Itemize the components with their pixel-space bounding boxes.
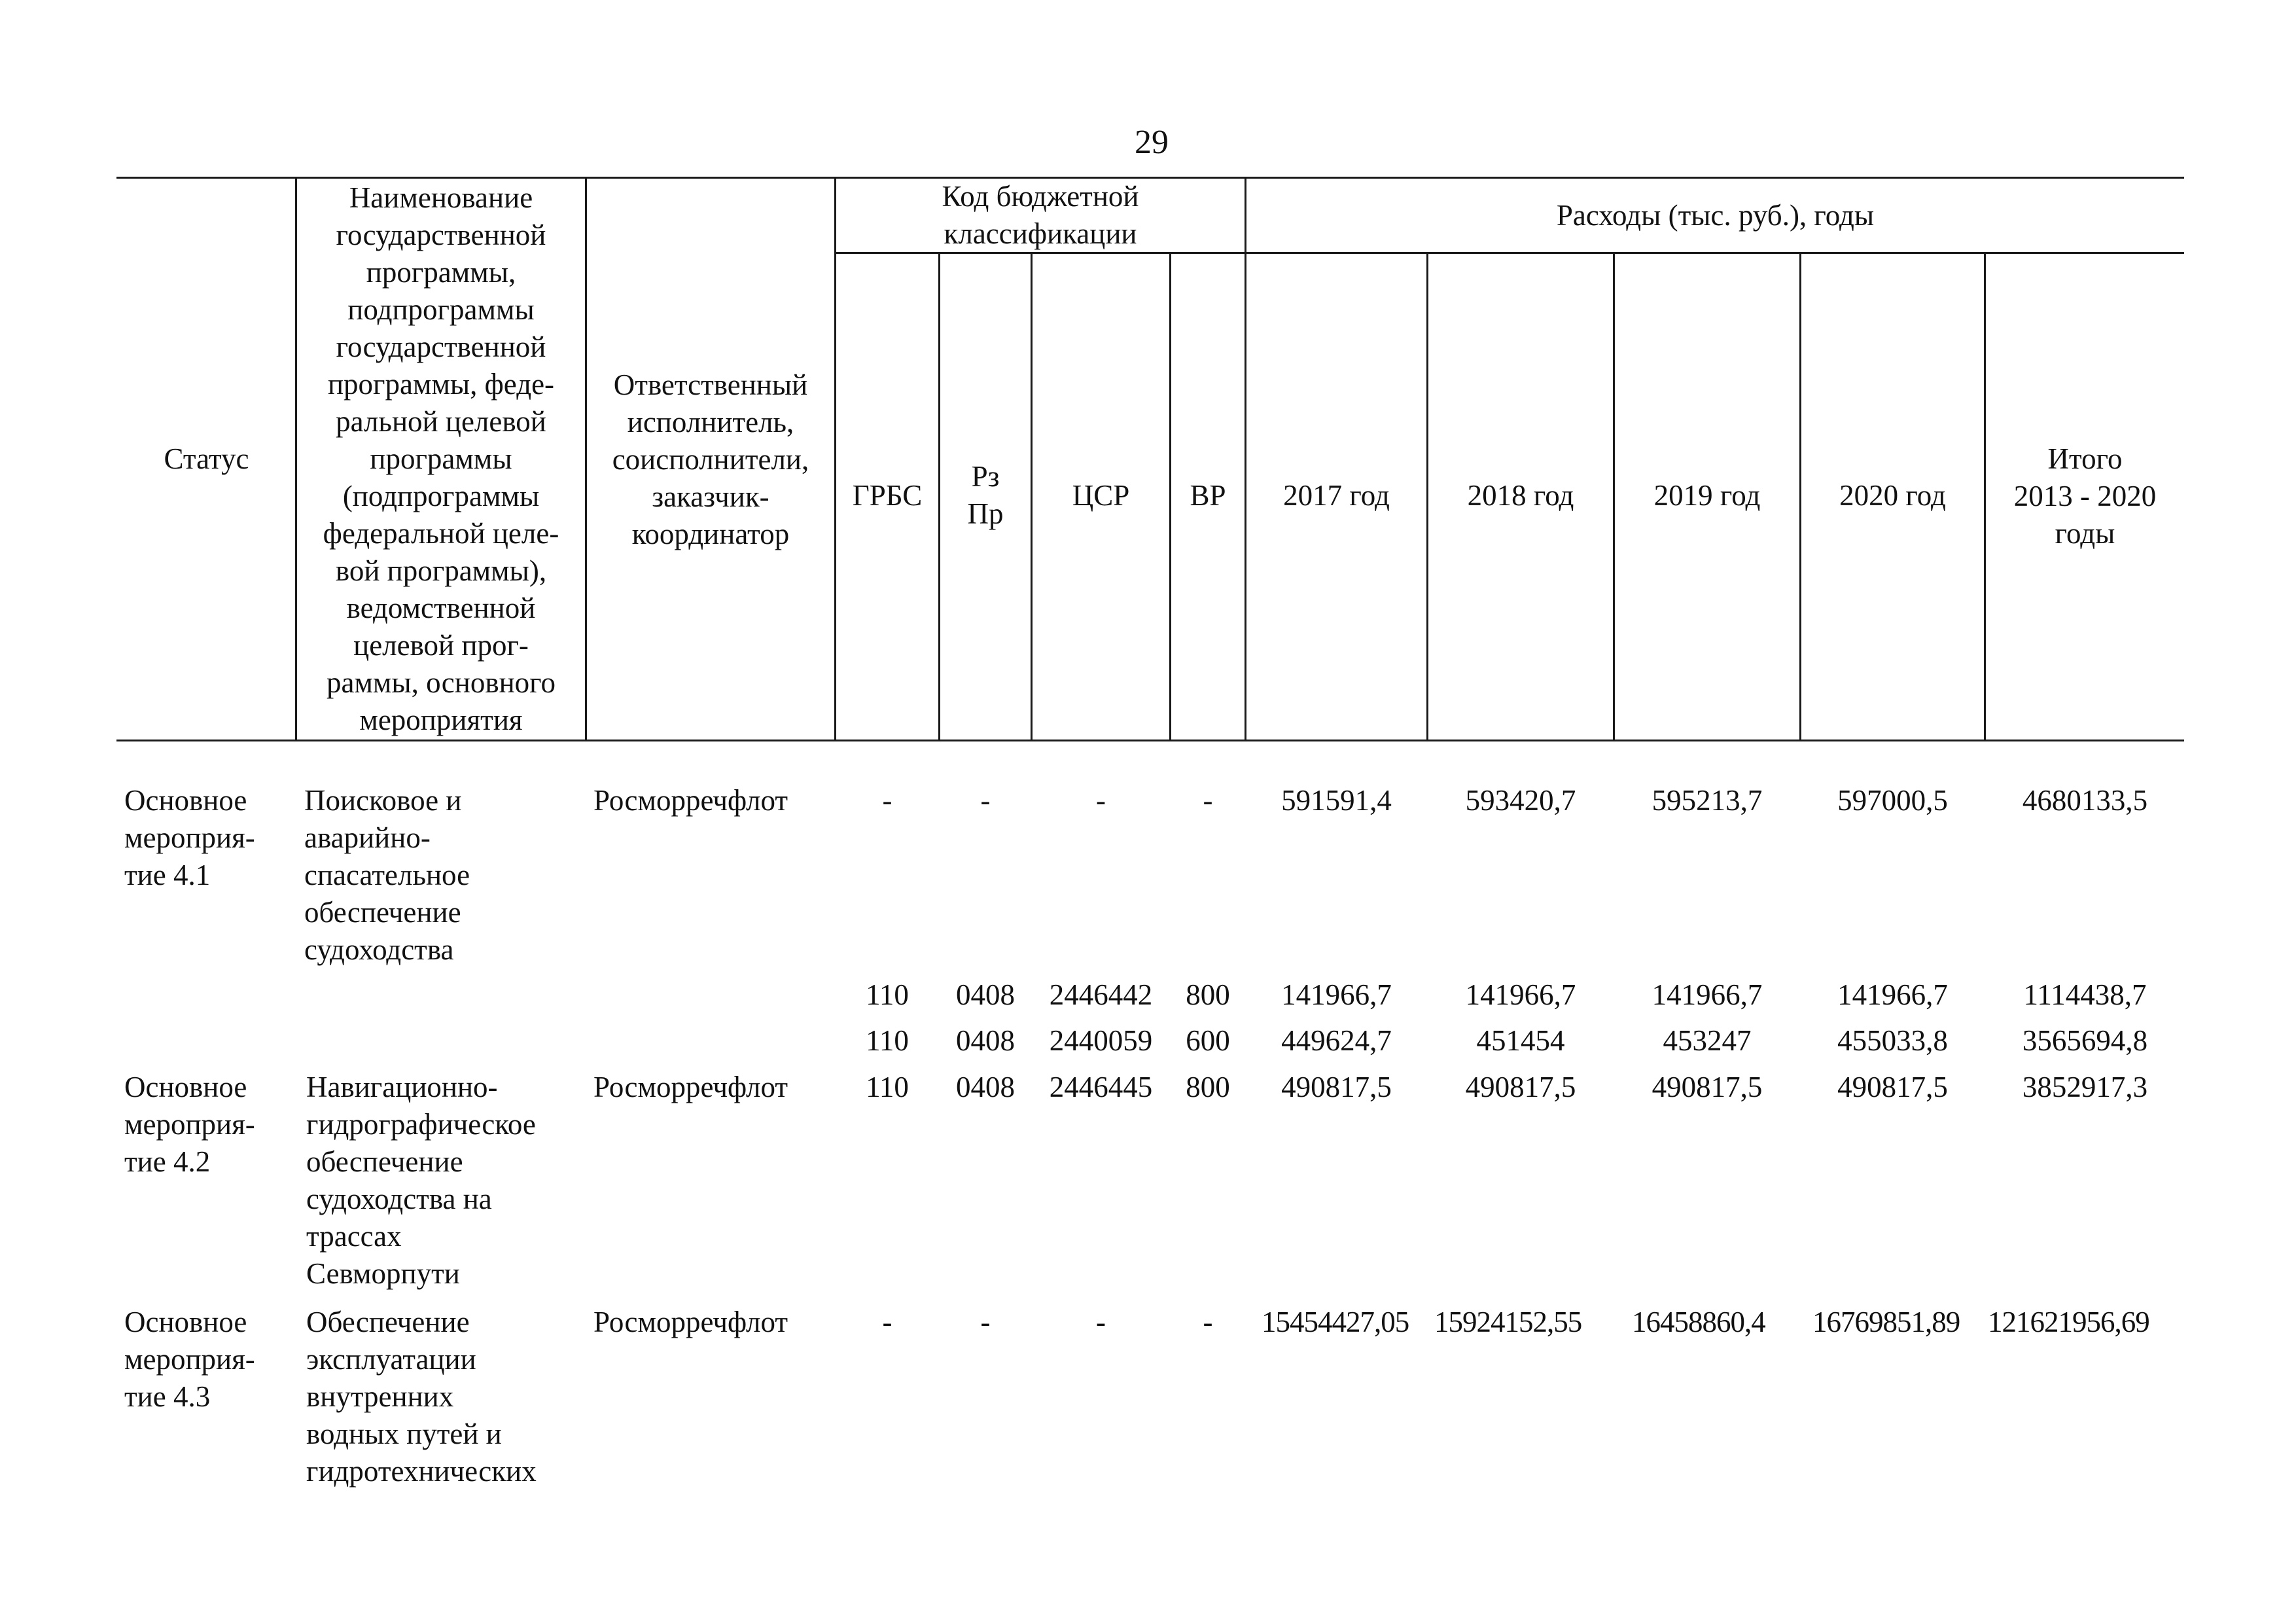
row-status: Основное мероприя- тие 4.1 — [124, 784, 255, 891]
row-program-name: Навигационно- гидрографическое обеспечение судоходства на трассах Севморпути — [306, 1071, 536, 1290]
header-2017: 2017 год — [1283, 478, 1390, 512]
cell-total: 121621956,69 — [1988, 1306, 2149, 1338]
header-vr: ВР — [1190, 478, 1226, 512]
cell-grbs: 110 — [866, 1024, 909, 1057]
header-status: Статус — [164, 442, 249, 475]
header-program-name: Наименование государственной программы, подпрограммы государственной программы, феде- ральной целевой программы (подпрограммы федеральной целе- вой программы), ведомственной целевой прог- раммы, основного мероприятия — [323, 181, 559, 736]
cell-csr: - — [1096, 784, 1106, 817]
cell-csr: 2440059 — [1049, 1024, 1153, 1057]
cell-2018: 15924152,55 — [1434, 1306, 1582, 1338]
row-executor: Росморречфлот — [593, 1306, 788, 1338]
cell-2017: 449624,7 — [1281, 1024, 1392, 1057]
cell-grbs: 110 — [866, 978, 909, 1011]
row-executor: Росморречфлот — [593, 784, 788, 817]
cell-2019: 16458860,4 — [1632, 1306, 1765, 1338]
header-budget-code: Код бюджетной классификации — [942, 180, 1139, 250]
cell-2020: 455033,8 — [1837, 1024, 1948, 1057]
header-total: Итого 2013 - 2020 годы — [2013, 442, 2157, 550]
table-header-bottom-border — [116, 740, 2184, 741]
cell-grbs: - — [882, 784, 892, 817]
cell-rzpr: 0408 — [956, 978, 1015, 1011]
cell-vr: 800 — [1186, 978, 1230, 1011]
cell-vr: - — [1203, 1306, 1213, 1338]
row-executor: Росморречфлот — [593, 1071, 788, 1103]
cell-2017: 591591,4 — [1281, 784, 1392, 817]
header-grbs: ГРБС — [852, 478, 923, 512]
cell-2019: 141966,7 — [1651, 978, 1763, 1011]
cell-2019: 490817,5 — [1651, 1071, 1763, 1103]
cell-vr: - — [1203, 784, 1213, 817]
cell-2017: 490817,5 — [1281, 1071, 1392, 1103]
cell-grbs: - — [882, 1306, 892, 1338]
header-2020: 2020 год — [1839, 478, 1946, 512]
cell-csr: - — [1096, 1306, 1106, 1338]
cell-total: 1114438,7 — [2023, 978, 2147, 1011]
cell-2020: 597000,5 — [1837, 784, 1948, 817]
cell-rzpr: - — [980, 1306, 991, 1338]
header-2019: 2019 год — [1653, 478, 1761, 512]
cell-vr: 600 — [1186, 1024, 1230, 1057]
cell-2020: 490817,5 — [1837, 1071, 1948, 1103]
header-expenses: Расходы (тыс. руб.), годы — [1556, 198, 1875, 232]
cell-2019: 595213,7 — [1651, 784, 1763, 817]
cell-csr: 2446442 — [1049, 978, 1153, 1011]
cell-total: 3852917,3 — [2022, 1071, 2148, 1103]
cell-csr: 2446445 — [1049, 1071, 1153, 1103]
row-status: Основное мероприя- тие 4.2 — [124, 1071, 255, 1178]
cell-2017: 141966,7 — [1281, 978, 1392, 1011]
cell-vr: 800 — [1186, 1071, 1230, 1103]
cell-2019: 453247 — [1663, 1024, 1752, 1057]
cell-2020: 141966,7 — [1837, 978, 1948, 1011]
cell-total: 4680133,5 — [2022, 784, 2148, 817]
cell-rzpr: 0408 — [956, 1071, 1015, 1103]
cell-2017: 15454427,05 — [1262, 1306, 1409, 1338]
header-2018: 2018 год — [1467, 478, 1574, 512]
cell-total: 3565694,8 — [2022, 1024, 2148, 1057]
header-rzpr: Рз Пр — [967, 460, 1004, 530]
cell-2020: 16769851,89 — [1812, 1306, 1960, 1338]
cell-2018: 593420,7 — [1465, 784, 1576, 817]
row-program-name: Поисковое и аварийно- спасательное обеспечение судоходства — [304, 784, 470, 966]
page-number: 29 — [1135, 124, 1169, 161]
cell-2018: 141966,7 — [1465, 978, 1576, 1011]
row-status: Основное мероприя- тие 4.3 — [124, 1306, 255, 1413]
header-csr: ЦСР — [1072, 478, 1130, 512]
header-executor: Ответственный исполнитель, соисполнители, заказчик- координатор — [612, 368, 809, 550]
cell-2018: 451454 — [1476, 1024, 1565, 1057]
cell-rzpr: - — [980, 784, 991, 817]
cell-grbs: 110 — [866, 1071, 909, 1103]
cell-2018: 490817,5 — [1465, 1071, 1576, 1103]
cell-rzpr: 0408 — [956, 1024, 1015, 1057]
row-program-name: Обеспечение эксплуатации внутренних водных путей и гидротехнических — [306, 1306, 537, 1488]
